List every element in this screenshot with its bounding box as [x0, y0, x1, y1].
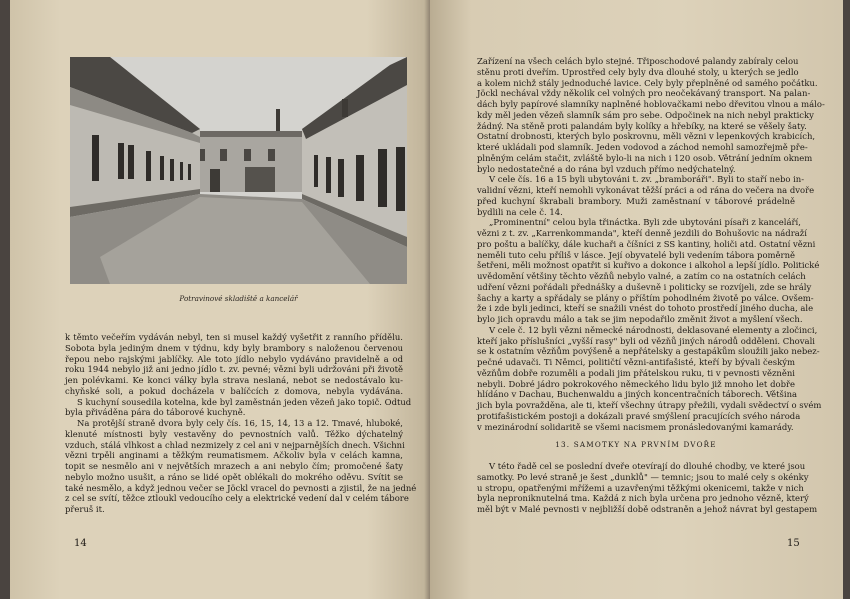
left-text-line: byla přiváděna pára do táborové kuchyně. — [65, 407, 246, 418]
left-text-line: topit se nesmělo ani v největších mrazech a ani nebylo čím; promočené šaty — [65, 461, 403, 471]
right-text-line: hlídáno v Dachau, Buchenwaldu a jiných koncentračních táborech. Většina — [477, 389, 798, 400]
right-text-b-line: samotky. Po levé straně je šest „dunklů" — temnic; jsou to malé cely s okénky — [477, 471, 809, 482]
photo-caption: Potravinové skladiště a kancelář — [179, 294, 298, 303]
right-body-text — [477, 56, 825, 515]
left-text-line: jen polévkami. Ke konci války byla strava neslaná, nebot se nedostávalo ku- — [65, 375, 403, 385]
right-text-line: V cele č. 12 byli vězni německé národnosti, deklasované elementy a zločinci, — [489, 324, 818, 335]
right-text-line: které ukládali pod slamník. Jeden vodovod a záchod nemohl samozřejmě pře- — [477, 142, 808, 152]
right-text-line: šachy a karty a spřádaly se plány o příštím pohodlném životě po válce. Ovšem- — [477, 292, 814, 303]
left-text-line: přeruš it. — [65, 504, 105, 514]
right-text-line: že i zde byli jedinci, kteří se snažili vnést do tohoto prostředí jiného ducha, ale — [477, 303, 814, 314]
right-text-line: validní vězni, kteří nemohli vykonávat těžší práci a od rána do večera na dvoře — [477, 185, 815, 195]
right-text-line: „Prominentní" celou byla třináctka. Byli zde ubytováni písaři z kanceláří, — [489, 217, 801, 228]
page-number-left: 14 — [74, 538, 87, 549]
right-text-line: uvědomění většiny těchto vězňů nebylo valné, a zatím co na ostatních celách — [477, 271, 806, 281]
right-text-line: před kuchyní škrabali brambory. Muži zaměstnaní v táborové prádelně — [477, 195, 795, 206]
right-text-line: Jöckl nechával vždy několik cel volných pro neočekávaný transport. Na palan- — [477, 88, 811, 99]
right-text-line: bylo nedostatečné a do rána byl vzduch přímo nedýchatelný. — [477, 163, 736, 174]
right-text-b-line: byla neproniknutelná tma. Každá z nich byla určena pro jednoho vězně, který — [477, 493, 809, 504]
left-text-line: roku 1944 nebylo již ani jedno jídlo t. zv. pevné; vězni byli udržováni při životě — [65, 364, 403, 375]
right-text-line: bylo jich opravdu málo a tak se jim nepodařilo změnit život a myšlení všech. — [477, 314, 803, 324]
left-page — [10, 0, 430, 599]
left-text-line: klenuté místnosti byly vestavěny do pevnostních valů. Těžko dýchatelný — [65, 428, 403, 439]
right-page — [430, 0, 843, 599]
courtyard-photo — [70, 57, 407, 284]
right-text-line: vězňům dobře rozuměli a podali jim přátelskou ruku, ti v pevnosti vězněni — [477, 367, 795, 378]
right-text-line: kdy měl jeden vězeň slamník sám pro sebe. Odpočinek na nich nebyl prakticky — [477, 109, 814, 120]
right-text-line: kteří jako příslušníci „vyšší rasy" byli od vězňů jiných národů odděleni. Chovali — [477, 335, 815, 346]
section-heading: 13. SAMOTKY NA PRVNÍM DVOŘE — [555, 440, 717, 450]
right-text-line: v mezinárodní solidaritě se všemi nacismem pronásledovanými kamarády. — [477, 421, 794, 432]
right-text-line: žádný. Na stěně proti palandám byly kolíky a hřebíky, na které se věšely šaty. — [477, 120, 807, 131]
right-text-line: šetřeni, měli možnost opatřit si kuřivo a dokonce i alkohol a lepší jídlo. Politické — [477, 260, 820, 271]
left-text-line: chyňské soli, a pokud docházela v balíčcích z domova, nebyla vydávána. — [65, 385, 403, 396]
right-text-b-line: V této řadě cel se poslední dveře otevírají do dlouhé chodby, ve které jsou — [489, 461, 806, 471]
left-text-line: Na protější straně dvora byly cely čís. 16, 15, 14, 13 a 12. Tmavé, hluboké, — [77, 418, 403, 428]
left-text-line: řepou nebo rajskými jablíčky. Ale toto jídlo nebylo vydáváno pravidelně a od — [65, 353, 403, 364]
right-text-line: Zařízení na všech celách bylo stejné. Třiposchodové palandy zabíraly celou — [477, 56, 799, 66]
courtyard-photo-image — [70, 57, 407, 284]
right-text-line: V cele čís. 16 a 15 byli ubytováni t. zv. „bramboráři". Byli to staří nebo in- — [489, 174, 805, 185]
left-text-line: nebylo možno usušit, a ráno se lidé opět oblékali do mokrého oděvu. Svítit se — [65, 471, 403, 482]
left-body-text — [65, 332, 417, 515]
right-text-line: pro poštu a balíčky, dále kuchaři a číšníci z SS kantiny, holiči atd. Ostatní vězni — [477, 238, 816, 249]
left-text-line: Sobota byla jediným dnem v týdnu, kdy byly brambory s naloženou červenou — [65, 342, 403, 353]
section-body — [477, 461, 818, 515]
right-text-line: pečné udavači. Ti Němci, političtí vězni-antifašisté, kteří by bývali českým — [477, 357, 795, 367]
right-text-b-line: u stropu, opatřenými mřížemi a uzavřenými těžkými okenicemi, takže v nich — [477, 482, 804, 493]
left-text-line: S kuchyní sousedila kotelna, kde byl zaměstnán jeden vězeň jako topič. Odtud — [77, 396, 412, 407]
right-text-line: se k ostatním vězňům povýšeně a nepřátelsky a gestapákům sloužili jako nebez- — [477, 346, 820, 357]
right-text-line: plněným celám stačit, zvláště bylo-li na nich i 120 osob. Větrání jedním oknem — [477, 152, 813, 163]
left-text-line: z cel se svítí, těžce ztloukl vedoucího cely a elektrické vedení dal v celém tábore — [65, 493, 409, 504]
left-text-line: také nesmělo, a když jednou večer se Jöckl vracel do pevnosti a zjistil, že na jedné — [65, 482, 417, 493]
right-text-line: bydlili na cele č. 14. — [477, 206, 563, 217]
page-number-right: 15 — [787, 538, 800, 549]
right-text-line: protifašistickém postoji a dokázali pravé smýšlení pracujících svého národa — [477, 410, 801, 421]
right-text-line: dách byly papírové slamníky naplněné hoblovačkami nebo dřevitou vlnou a málo- — [477, 99, 825, 109]
right-text-line: a kolem nichž stály jednoduché lavice. Cely byly přeplněné od samého počátku. — [477, 77, 818, 88]
left-text-line: vzduch, stálá vlhkost a chlad nezmizely z cel ani v nejparnějších dnech. Všichni — [65, 439, 405, 450]
right-text-line: jich byla povražděna, ale ti, kteří všechny útrapy přežili, vydali svědectví o svém — [477, 400, 822, 410]
right-text-line: vězni z t. zv. „Karrenkommanda", kteří denně jezdili do Bohušovic na nádraží — [477, 228, 807, 238]
right-text-line: udření vězni pořádali přednášky a duševně i politicky se rozvíjeli, zde se hrály — [477, 281, 812, 292]
left-text-line: k těmto večeřím vydáván nebyl, ten si musel každý vyšetřit z ranního přídělu. — [65, 332, 403, 342]
right-text-line: Ostatní drobnosti, kterých bylo poskrovnu, měli vězni v lepenkových krabicích, — [477, 131, 816, 142]
right-text-line: stěnu proti dveřím. Uprostřed cely byly dva dlouhé stoly, u kterých se jedlo — [477, 66, 799, 77]
right-text-b-line: měl být v Malé pevnosti v nejbližší době odstraněn a jehož návrat byl gestapem — [477, 504, 818, 514]
right-text-line: neměli tuto celu příliš v lásce. Její obyvatelé byli vedením tábora poměrně — [477, 249, 795, 260]
left-text-line: vězni trpěli anginami a těžkým reumatismem. Ačkoliv byla v celách kamna, — [65, 450, 403, 461]
right-text-line: nebyli. Dobré jádro pokrokového německého lidu bylo již mnoho let dobře — [477, 378, 795, 389]
